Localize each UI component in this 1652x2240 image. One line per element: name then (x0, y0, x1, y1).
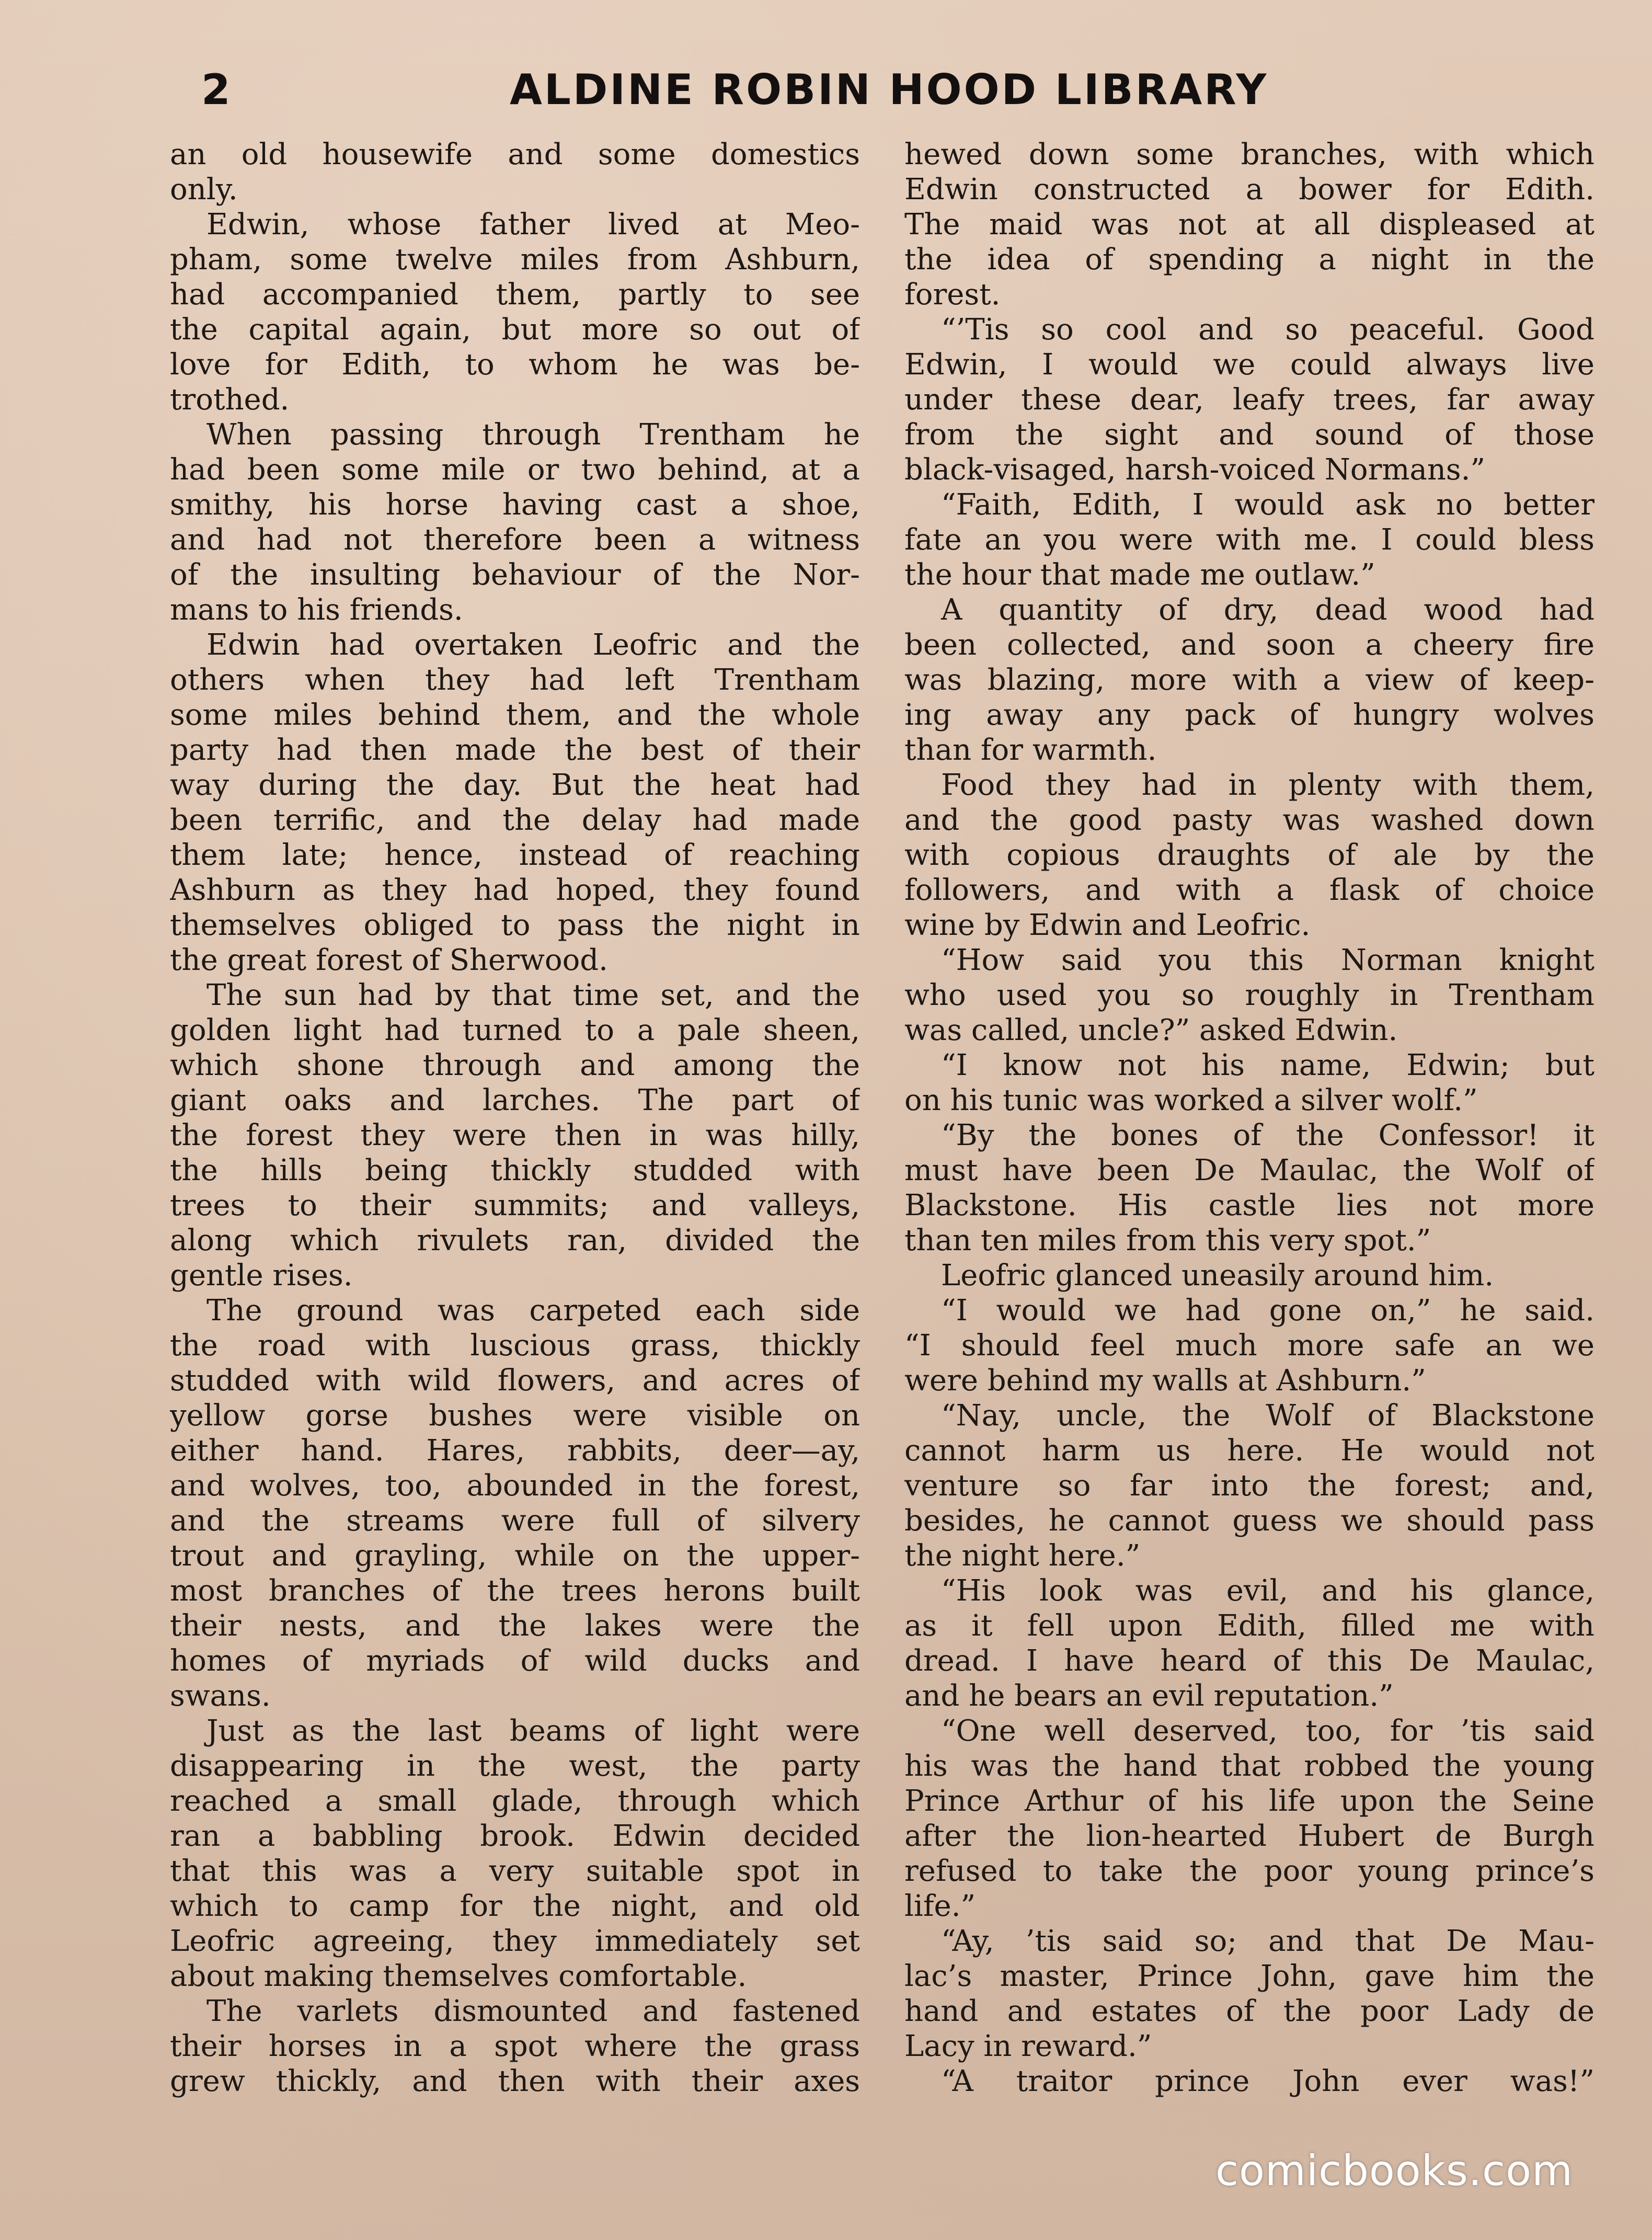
text-line: The ground was carpeted each side (206, 1294, 860, 1328)
text-line: “A traitor prince John ever was!” (941, 2064, 1594, 2098)
text-line: had been some mile or two behind, at a (170, 453, 860, 487)
page-header (0, 65, 1652, 118)
text-line: love for Edith, to whom he was be- (170, 348, 860, 382)
text-line: venture so far into the forest; and, (904, 1469, 1594, 1503)
text-line: was called, uncle?” asked Edwin. (904, 1013, 1398, 1047)
text-line: The maid was not at all displeased at (904, 208, 1594, 242)
text-line: gentle rises. (170, 1259, 353, 1293)
text-line: fate an you were with me. I could bless (904, 523, 1594, 557)
text-line: Food they had in plenty with them, (941, 768, 1594, 802)
text-line: forest. (904, 278, 1001, 312)
text-line: wine by Edwin and Leofric. (904, 908, 1311, 942)
text-line: an old housewife and some domestics (170, 138, 860, 172)
text-line: the hills being thickly studded with (170, 1153, 860, 1187)
text-line: “By the bones of the Confessor! it (941, 1118, 1594, 1152)
text-line: been collected, and soon a cheery fire (904, 628, 1594, 662)
text-line: the idea of spending a night in the (904, 243, 1594, 277)
left-text-column (170, 137, 860, 2099)
text-line: as it fell upon Edith, filled me with (904, 1609, 1594, 1643)
text-line: Edwin, I would we could always live (904, 348, 1594, 382)
text-line: The varlets dismounted and fastened (206, 1994, 860, 2028)
text-line: trothed. (170, 383, 290, 417)
text-line: “One well deserved, too, for ’tis said (941, 1714, 1594, 1748)
text-line: the hour that made me outlaw.” (904, 558, 1375, 592)
text-line: life.” (904, 1889, 976, 1923)
text-line: with copious draughts of ale by the (904, 838, 1594, 872)
text-line: the great forest of Sherwood. (170, 943, 608, 977)
text-line: When passing through Trentham he (206, 418, 860, 452)
text-line: must have been De Maulac, the Wolf of (904, 1153, 1594, 1187)
text-line: trout and grayling, while on the upper- (170, 1539, 860, 1573)
text-line: on his tunic was worked a silver wolf.” (904, 1083, 1478, 1117)
text-line: Edwin had overtaken Leofric and the (206, 628, 860, 662)
text-line: under these dear, leafy trees, far away (904, 383, 1594, 417)
text-line: hand and estates of the poor Lady de (904, 1994, 1594, 2028)
text-line: “I would we had gone on,” he said. (941, 1294, 1594, 1328)
text-line: Prince Arthur of his life upon the Seine (904, 1784, 1594, 1818)
text-line: “How said you this Norman knight (941, 943, 1594, 977)
text-line: was blazing, more with a view of keep- (904, 663, 1594, 697)
text-line: trees to their summits; and valleys, (170, 1188, 860, 1222)
text-line: than ten miles from this very spot.” (904, 1224, 1431, 1258)
text-line: giant oaks and larches. The part of (170, 1083, 860, 1117)
text-line: and had not therefore been a witness (170, 523, 860, 557)
text-line: “’Tis so cool and so peaceful. Good (941, 313, 1594, 347)
text-line: and wolves, too, abounded in the forest, (170, 1469, 860, 1503)
text-line: swans. (170, 1679, 271, 1713)
text-line: refused to take the poor young prince’s (904, 1854, 1594, 1888)
text-line: hewed down some branches, with which (904, 138, 1594, 172)
text-line: A quantity of dry, dead wood had (941, 593, 1594, 627)
page-number: 2 (201, 65, 233, 114)
text-line: others when they had left Trentham (170, 663, 860, 697)
text-line: “Nay, uncle, the Wolf of Blackstone (941, 1399, 1594, 1433)
text-line: lac’s master, Prince John, gave him the (904, 1959, 1594, 1993)
text-line: studded with wild flowers, and acres of (170, 1364, 860, 1398)
text-line: that this was a very suitable spot in (170, 1854, 860, 1888)
text-line: either hand. Hares, rabbits, deer—ay, (170, 1434, 860, 1468)
text-line: of the insulting behaviour of the Nor- (170, 558, 860, 592)
text-line: ing away any pack of hungry wolves (904, 698, 1594, 732)
text-line: from the sight and sound of those (904, 418, 1594, 452)
text-line: and the good pasty was washed down (904, 803, 1594, 837)
right-text-column (904, 137, 1594, 2099)
text-line: had accompanied them, partly to see (170, 278, 860, 312)
text-line: who used you so roughly in Trentham (904, 978, 1594, 1012)
text-line: pham, some twelve miles from Ashburn, (170, 243, 860, 277)
running-title: ALDINE ROBIN HOOD LIBRARY (510, 65, 1269, 114)
text-line: about making themselves comfortable. (170, 1959, 747, 1993)
text-line: his was the hand that robbed the young (904, 1749, 1594, 1783)
text-line: dread. I have heard of this De Maulac, (904, 1644, 1594, 1678)
text-line: were behind my walls at Ashburn.” (904, 1364, 1426, 1398)
text-line: yellow gorse bushes were visible on (170, 1399, 860, 1433)
text-line: than for warmth. (904, 733, 1157, 767)
text-line: which to camp for the night, and old (170, 1889, 860, 1923)
text-line: Blackstone. His castle lies not more (904, 1188, 1594, 1222)
text-line: Lacy in reward.” (904, 2029, 1152, 2063)
text-line: “Faith, Edith, I would ask no better (941, 488, 1594, 522)
text-line: their horses in a spot where the grass (170, 2029, 860, 2063)
text-line: besides, he cannot guess we should pass (904, 1504, 1594, 1538)
text-line: the forest they were then in was hilly, (170, 1118, 860, 1152)
text-line: Edwin, whose father lived at Meo- (206, 208, 860, 242)
text-line: black-visaged, harsh-voiced Normans.” (904, 453, 1486, 487)
text-line: ran a babbling brook. Edwin decided (170, 1819, 860, 1853)
text-line: The sun had by that time set, and the (206, 978, 860, 1012)
text-line: cannot harm us here. He would not (904, 1434, 1594, 1468)
text-line: themselves obliged to pass the night in (170, 908, 860, 942)
text-line: the road with luscious grass, thickly (170, 1329, 860, 1363)
text-line: Just as the last beams of light were (206, 1714, 860, 1748)
text-line: “Ay, ’tis said so; and that De Mau- (941, 1924, 1594, 1958)
text-line: Leofric glanced uneasily around him. (941, 1259, 1494, 1293)
text-line: Ashburn as they had hoped, they found (170, 873, 860, 907)
text-line: most branches of the trees herons built (170, 1574, 860, 1608)
text-line: which shone through and among the (170, 1048, 860, 1082)
text-line: them late; hence, instead of reaching (170, 838, 860, 872)
text-line: golden light had turned to a pale sheen, (170, 1013, 860, 1047)
text-line: been terrific, and the delay had made (170, 803, 860, 837)
text-line: party had then made the best of their (170, 733, 860, 767)
text-line: followers, and with a flask of choice (904, 873, 1594, 907)
text-line: Edwin constructed a bower for Edith. (904, 173, 1594, 207)
text-line: and he bears an evil reputation.” (904, 1679, 1394, 1713)
text-line: smithy, his horse having cast a shoe, (170, 488, 860, 522)
watermark: comicbooks.com (1215, 2146, 1574, 2195)
text-line: way during the day. But the heat had (170, 768, 860, 802)
text-line: mans to his friends. (170, 593, 463, 627)
text-line: disappearing in the west, the party (170, 1749, 860, 1783)
text-line: “His look was evil, and his glance, (941, 1574, 1594, 1608)
text-line: only. (170, 173, 238, 207)
text-line: “I know not his name, Edwin; but (941, 1048, 1594, 1082)
text-line: homes of myriads of wild ducks and (170, 1644, 860, 1678)
text-line: the night here.” (904, 1539, 1141, 1573)
text-line: “I should feel much more safe an we (904, 1329, 1594, 1363)
text-line: along which rivulets ran, divided the (170, 1224, 860, 1258)
text-line: and the streams were full of silvery (170, 1504, 860, 1538)
text-line: some miles behind them, and the whole (170, 698, 860, 732)
text-line: their nests, and the lakes were the (170, 1609, 860, 1643)
text-line: Leofric agreeing, they immediately set (170, 1924, 860, 1958)
text-line: the capital again, but more so out of (170, 313, 860, 347)
text-line: after the lion-hearted Hubert de Burgh (904, 1819, 1594, 1853)
text-line: grew thickly, and then with their axes (170, 2064, 860, 2098)
text-line: reached a small glade, through which (170, 1784, 860, 1818)
